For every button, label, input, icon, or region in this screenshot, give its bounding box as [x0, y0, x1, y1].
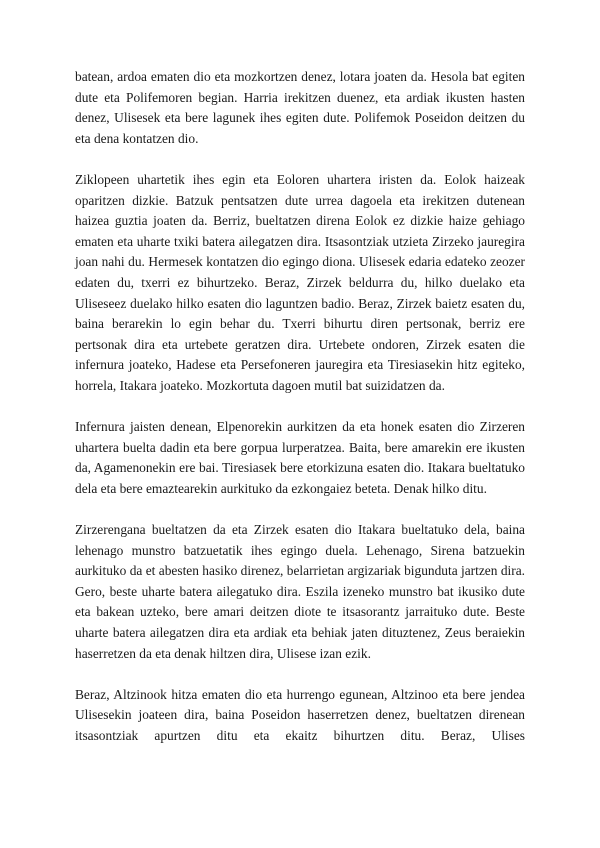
document-page	[75, 67, 525, 747]
paragraph-3: Infernura jaisten denean, Elpenorekin aurkitzen da eta honek esaten dio Zirzeren uhartera buelta dadin eta bere gorpua lurperatzea. Baita, bere amarekin ere ikusten da, Agamenonekin ere bai. Tiresiasek bere etorkizuna esaten dio. Itakara bueltatuko dela eta bere emaztearekin aurkituko da ezkongaiez beteta. Denak hilko ditu.	[75, 419, 525, 496]
paragraph-5: Beraz, Altzinook hitza ematen dio eta hurrengo egunean, Altzinoo eta bere jendea Ulisesekin joateen dira, baina Poseidon haserretzen denez, bueltatzen direnean itsasontziak apurtzen ditu eta ekaitz bihurtzen ditu. Beraz, Ulises	[75, 686, 525, 743]
paragraph-4: Zirzerengana bueltatzen da eta Zirzek esaten dio Itakara bueltatuko dela, baina lehenago munstro batzuetatik ihes egingo duela. Lehenago, Sirena batzuekin aurkituko da et abesten hasiko direnez, belarrietan argizariak bigunduta jartzen dira. Gero, beste uharte batera ailegatuko dira. Eszila izeneko munstro bat ikusiko dute eta bakean uzteko, bere amari deitzen diote te itsasorantz jarraituko dute. Beste uharte batera ailegatzen dira eta ardiak eta behiak jaten dituztenez, Zeus beraiekin haserretzen da eta denak hiltzen dira, Ulisese izan ezik.	[75, 522, 525, 661]
paragraph-2: Ziklopeen uhartetik ihes egin eta Eoloren uhartera iristen da. Eolok haizeak oparitzen dizkie. Batzuk pentsatzen dute urrea dagoela eta irekitzen dutenean haizea guztia joaten da. Berriz, bueltatzen direna Eolok ez dizkie haize gehiago ematen eta uharte txiki batera ailegatzen dira. Itsasontziak utzieta Zirzeko jauregira joan nahi du. Hermesek kontatzen dio egingo diona. Ulisesek edaria edateko zeozer edaten du, txerri ez bihurtzeko. Beraz, Zirzek beldurra du, hilko duelako eta Uliseseez duelako hilko esaten dio laguntzen badio. Beraz, Zirzek baietz esaten du, baina berarekin lo egin behar du. Txerri bihurtu diren pertsonak, berriz ere pertsonak dira eta urtebete geratzen dira. Urtebete ondoren, Zirzek esaten die infernura joateko, Hadese eta Persefoneren jauregira eta Tiresiasekin hitz egiteko, horrela, Itakara joateko. Mozkortuta dagoen mutil bat suizidatzen da.	[75, 171, 525, 393]
paragraph-1: batean, ardoa ematen dio eta mozkortzen denez, lotara joaten da. Hesola bat egiten dute eta Polifemoren begian. Harria irekitzen duenez, eta ardiak ikusten hasten denez, Ulisesek eta bere lagunek ihes egiten dute. Polifemok Poseidon deitzen du eta dena kontatzen dio.	[75, 69, 525, 146]
